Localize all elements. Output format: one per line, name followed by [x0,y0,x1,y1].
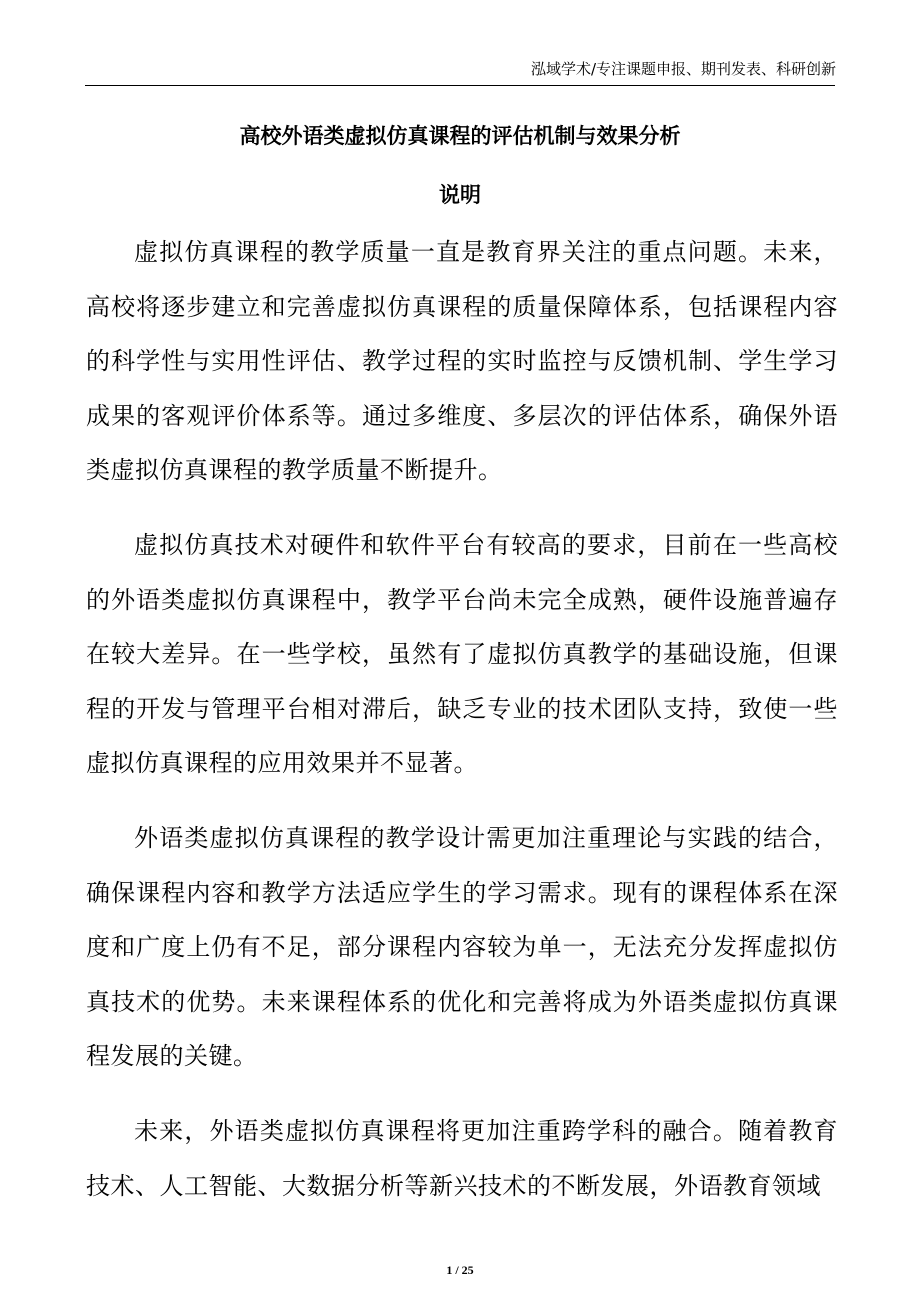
document-title: 高校外语类虚拟仿真课程的评估机制与效果分析 [239,124,681,148]
body-text [86,225,838,1233]
header-tagline: 泓域学术/专注课题申报、期刊发表、科研创新 [530,60,836,78]
paragraph: 未来，外语类虚拟仿真课程将更加注重跨学科的融合。随着教育技术、人工智能、大数据分析等新兴技术的不断发展，外语教育领域 [86,1116,838,1200]
paragraph: 虚拟仿真课程的教学质量一直是教育界关注的重点问题。未来，高校将逐步建立和完善虚拟仿真课程的质量保障体系，包括课程内容的科学性与实用性评估、教学过程的实时监控与反馈机制、学生学习成果的客观评价体系等。通过多维度、多层次的评估体系，确保外语类虚拟仿真课程的教学质量不断提升。 [86,238,838,485]
paragraph: 虚拟仿真技术对硬件和软件平台有较高的要求，目前在一些高校的外语类虚拟仿真课程中，教学平台尚未完全成熟，硬件设施普遍存在较大差异。在一些学校，虽然有了虚拟仿真教学的基础设施，但课程的开发与管理平台相对滞后，缺乏专业的技术团队支持，致使一些虚拟仿真课程的应用效果并不显著。 [86,530,838,778]
page-number: 1 / 25 [446,1263,474,1277]
section-heading: 说明 [439,183,481,207]
header-rule [85,85,835,86]
paragraph: 外语类虚拟仿真课程的教学设计需更加注重理论与实践的结合，确保课程内容和教学方法适应学生的学习需求。现有的课程体系在深度和广度上仍有不足，部分课程内容较为单一，无法充分发挥虚拟仿真技术的优势。未来课程体系的优化和完善将成为外语类虚拟仿真课程发展的关键。 [86,823,838,1071]
